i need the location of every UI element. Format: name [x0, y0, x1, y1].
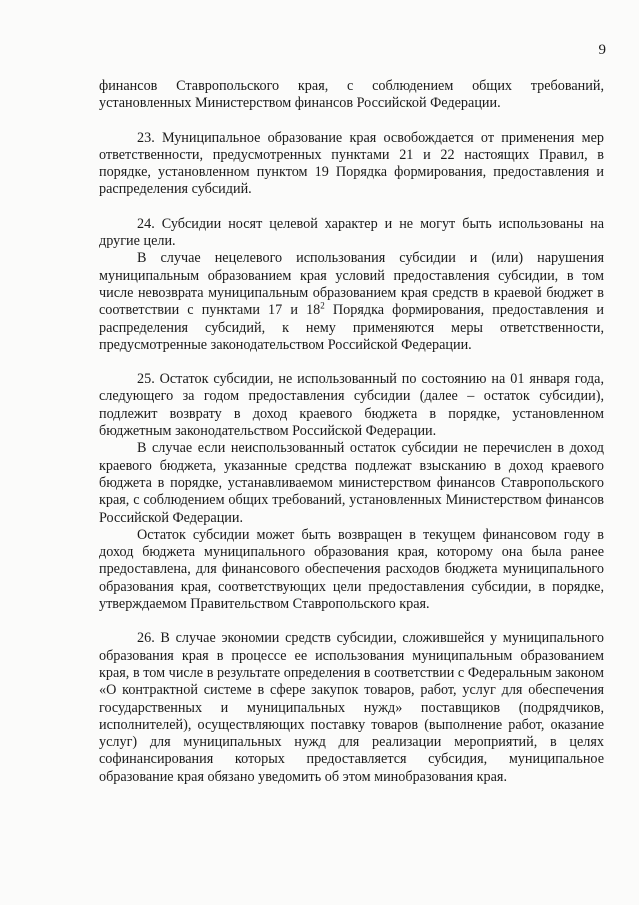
paragraph-24-liability-text-b: Порядка формирования, предоставления и распределения субсидий, к нему применяются меры ответственности, предусмотренные законодательством Российской Федерации. — [99, 302, 605, 353]
paragraph-25: 25. Остаток субсидии, не использованный по состоянию на 01 января года, следующего за годом предоставления субсидии (далее – остаток субсидии), подлежит возврату в доход краевого бюджета в порядке, установленном бюджетным законодательством Российской Федерации. — [99, 371, 604, 440]
document-body — [99, 78, 604, 786]
paragraph-24-liability — [99, 250, 604, 354]
page-number: 9 — [598, 42, 606, 58]
paragraph-25-recovery: В случае если неиспользованный остаток субсидии не перечислен в доход краевого бюджета, указанные средства подлежат взысканию в доход краевого бюджета в порядке, устанавливаемом министерством финансов Ставропольского края, с соблюдением общих требований, установленных Министерством финансов Российской Федерации. — [99, 440, 604, 526]
paragraph-26: 26. В случае экономии средств субсидии, сложившейся у муниципального образования края в процессе ее использования муниципальным образованием края, в том числе в результате определения в соответствии с Федеральным законом «О контрактной системе в сфере закупок товаров, работ, услуг для обеспечения государственных и муниципальных нужд» поставщиков (подрядчиков, исполнителей), осуществляющих поставку товаров (выполнение работ, оказание услуг) для муниципальных нужд для реализации мероприятий, в целях софинансирования которых предоставляется субсидия, муниципальное образование края обязано уведомить об этом минобразования края. — [99, 630, 604, 785]
paragraph-23: 23. Муниципальное образование края освобождается от применения мер ответственности, предусмотренных пунктами 21 и 22 настоящих Правил, в порядке, установленном пунктом 19 Порядка формирования, предоставления и распределения субсидий. — [99, 129, 604, 198]
paragraph-continuation: финансов Ставропольского края, с соблюдением общих требований, установленных Министерством финансов Российской Федерации. — [99, 78, 604, 112]
footnote-superscript: 2 — [320, 300, 325, 311]
paragraph-24: 24. Субсидии носят целевой характер и не могут быть использованы на другие цели. — [99, 215, 604, 250]
paragraph-25-return: Остаток субсидии может быть возвращен в текущем финансовом году в доход бюджета муниципального образования края, которому она была ранее предоставлена, для финансового обеспечения расходов бюджета муниципального образования края, соответствующих цели предоставления субсидии, в порядке, утверждаемом Правительством Ставропольского края. — [99, 526, 604, 613]
paragraph-24-liability-text-a: В случае нецелевого использования субсидии и (или) нарушения муниципальным образованием края условий предоставления субсидии, в том числе невозврата муниципальным образованием края средств в краевой бюджет в соответствии с пунктами 17 и 18 — [99, 250, 604, 319]
